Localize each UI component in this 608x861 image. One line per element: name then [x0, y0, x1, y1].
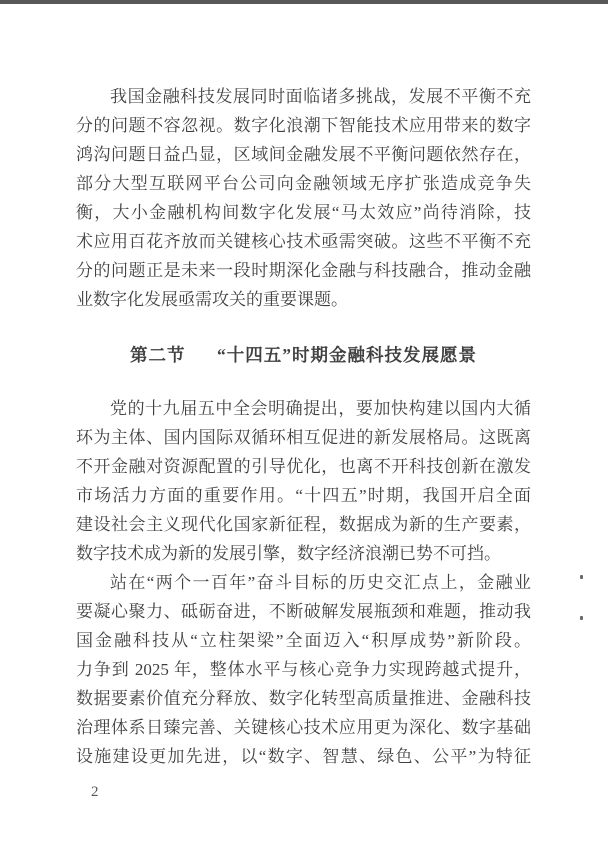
paragraph — [76, 568, 531, 771]
text-line: 不开金融对资源配置的引导优化，也离不开科技创新在激发 — [76, 457, 531, 476]
text-line: 我国金融科技发展同时面临诸多挑战，发展不平衡不充 — [110, 87, 531, 106]
text-line: 治理体系日臻完善、关键核心技术应用更为深化、数字基础 — [76, 718, 531, 737]
section-heading-label: 第二节 — [130, 345, 186, 365]
text-line: 衡，大小金融机构间数字化发展“马太效应”尚待消除，技 — [76, 203, 531, 222]
text-line: 数据要素价值充分释放、数字化转型高质量推进、金融科技 — [76, 689, 531, 708]
scan-speck — [580, 616, 583, 620]
page-number: 2 — [91, 784, 99, 800]
text-line: 数字技术成为新的发展引擎，数字经济浪潮已势不可挡。 — [76, 544, 501, 563]
scan-speck — [580, 575, 583, 579]
text-line: 市场活力方面的重要作用。“十四五”时期，我国开启全面 — [76, 486, 531, 505]
text-line: 分的问题正是未来一段时期深化金融与科技融合，推动金融 — [76, 261, 531, 280]
paragraph — [76, 394, 531, 568]
text-line: 分的问题不容忽视。数字化浪潮下智能技术应用带来的数字 — [76, 116, 531, 135]
paragraph — [76, 82, 531, 314]
text-line: 业数字化发展亟需攻关的重要课题。 — [76, 290, 348, 309]
text-line: 环为主体、国内国际双循环相互促进的新发展格局。这既离 — [76, 428, 531, 447]
text-line: 鸿沟问题日益凸显，区域间金融发展不平衡问题依然存在， — [76, 145, 531, 164]
text-line: 设施建设更加先进，以“数字、智慧、绿色、公平”为特征 — [76, 747, 531, 766]
text-line: 术应用百花齐放而关键核心技术亟需突破。这些不平衡不充 — [76, 232, 531, 251]
scan-top-edge — [0, 0, 608, 4]
text-line: 要凝心聚力、砥砺奋进，不断破解发展瓶颈和难题，推动我 — [76, 602, 531, 621]
text-line: 站在“两个一百年”奋斗目标的历史交汇点上，金融业 — [110, 573, 531, 592]
text-line: 建设社会主义现代化国家新征程，数据成为新的生产要素， — [76, 515, 531, 534]
section-heading-title: “十四五”时期金融科技发展愿景 — [217, 345, 477, 365]
text-line: 力争到 2025 年，整体水平与核心竞争力实现跨越式提升， — [76, 660, 531, 679]
page-content — [76, 82, 531, 771]
section-heading — [76, 341, 531, 370]
text-line: 国金融科技从“立柱架梁”全面迈入“积厚成势”新阶段。 — [76, 631, 531, 650]
text-line: 部分大型互联网平台公司向金融领域无序扩张造成竞争失 — [76, 174, 531, 193]
text-line: 党的十九届五中全会明确提出，要加快构建以国内大循 — [110, 399, 531, 418]
